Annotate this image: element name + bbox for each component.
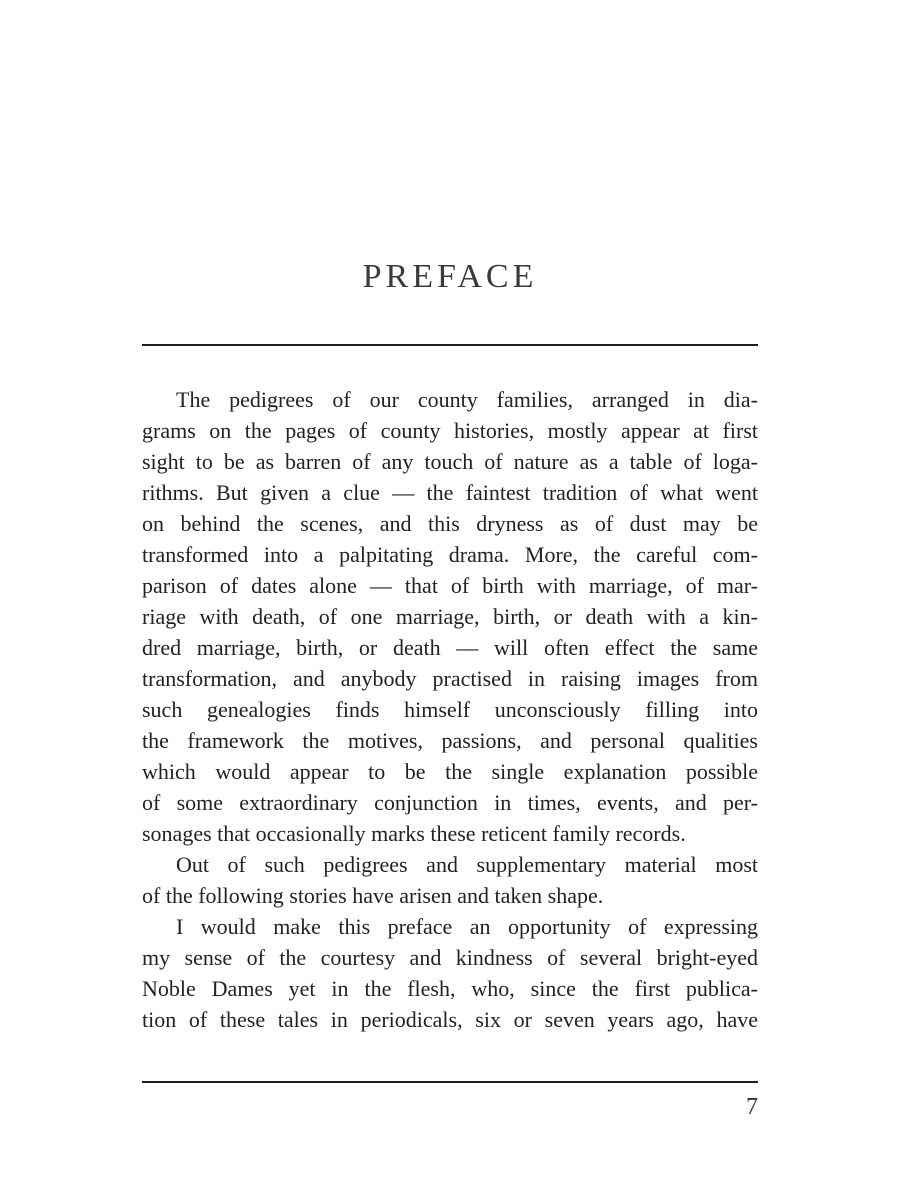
text-line: sight to be as barren of any touch of nature as a table of loga- [142,449,758,474]
text-line: the framework the motives, passions, and personal qualities [142,728,758,753]
preface-body [142,384,758,1035]
text-line: riage with death, of one marriage, birth, or death with a kin- [142,604,758,629]
text-line: such genealogies finds himself unconsciously filling into [142,697,758,722]
text-line: of the following stories have arisen and taken shape. [142,883,604,908]
text-line: parison of dates alone — that of birth with marriage, of mar- [142,573,758,598]
top-divider [142,344,758,346]
text-line: Noble Dames yet in the flesh, who, since the first publica- [142,976,758,1001]
text-line: grams on the pages of county histories, mostly appear at first [142,418,758,443]
page-number: 7 [746,1094,758,1120]
text-line: Out of such pedigrees and supplementary material most [176,852,758,877]
text-line: I would make this preface an opportunity of expressing [176,914,758,939]
text-line: my sense of the courtesy and kindness of several bright-eyed [142,945,758,970]
text-line: on behind the scenes, and this dryness as of dust may be [142,511,758,536]
text-line: which would appear to be the single explanation possible [142,759,758,784]
text-line: transformation, and anybody practised in raising images from [142,666,758,691]
text-line: transformed into a palpitating drama. More, the careful com- [142,542,758,567]
text-line: The pedigrees of our county families, arranged in dia- [176,387,758,412]
text-line: sonages that occasionally marks these reticent family records. [142,821,686,846]
text-line: of some extraordinary conjunction in times, events, and per- [142,790,758,815]
text-line: rithms. But given a clue — the faintest tradition of what went [142,480,758,505]
text-line: dred marriage, birth, or death — will often effect the same [142,635,758,660]
page-title: PREFACE [362,258,538,295]
bottom-divider [142,1081,758,1083]
text-line: tion of these tales in periodicals, six or seven years ago, have [142,1007,758,1032]
